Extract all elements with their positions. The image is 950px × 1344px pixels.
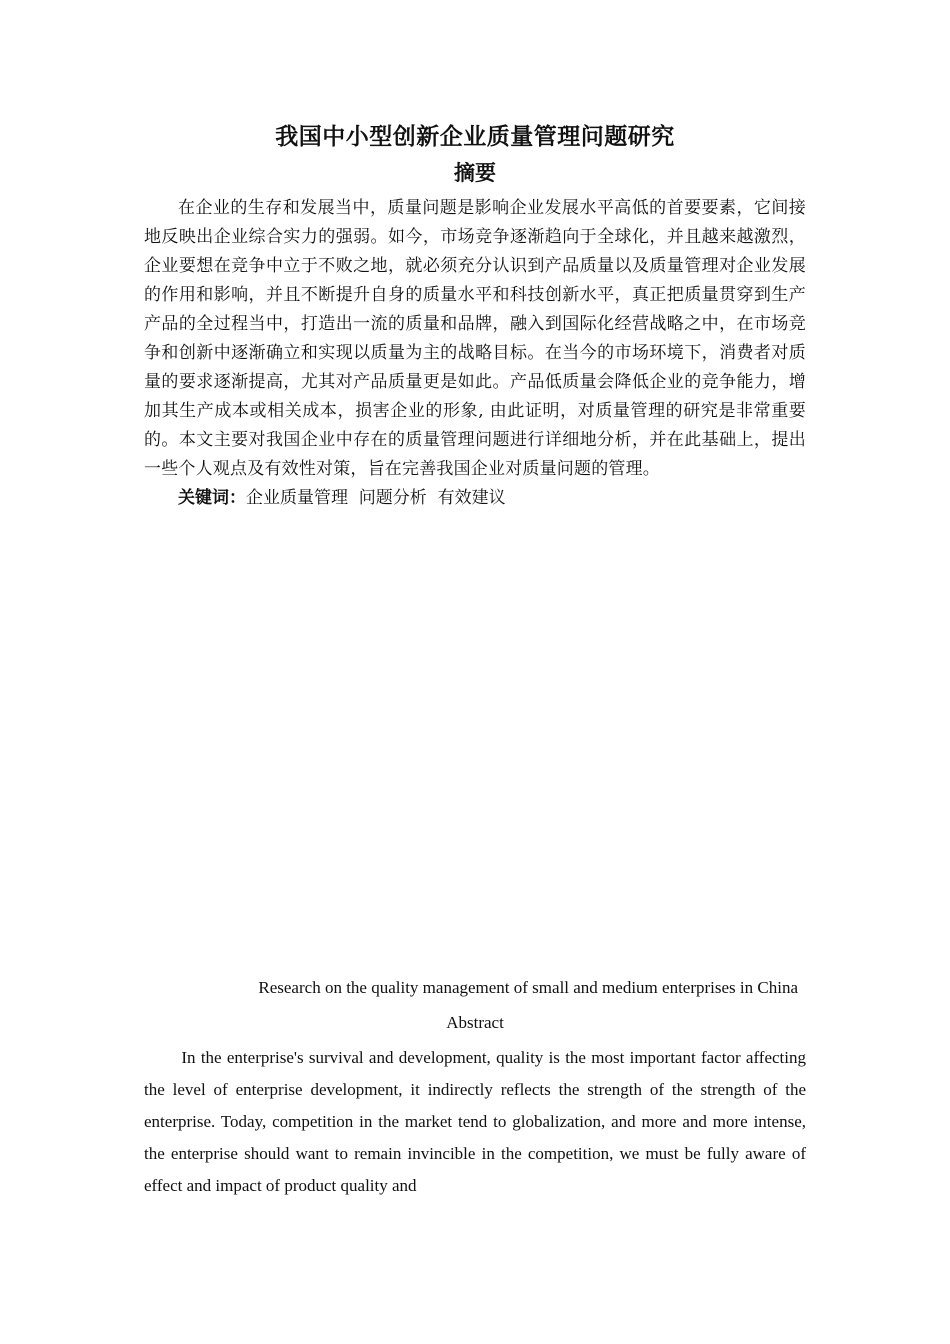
english-abstract-section — [144, 970, 806, 1202]
keywords-label: 关键词： — [178, 488, 246, 508]
english-abstract-body: In the enterprise's survival and development, quality is the most important factor affecting the level of enterprise development, it indirectly reflects the strength of the strength of the enterprise. Today, competition in the market tend to globalization, and more and more intense, the enterprise should want to remain invincible in the competition, we must be fully aware of effect and impact of product quality and — [144, 1048, 806, 1195]
keywords-text: 企业质量管理 问题分析 有效建议 — [246, 488, 506, 508]
english-title: Research on the quality management of small and medium enterprises in China — [258, 978, 798, 997]
chinese-abstract-body: 在企业的生存和发展当中，质量问题是影响企业发展水平高低的首要要素，它间接地反映出企业综合实力的强弱。如今，市场竞争逐渐趋向于全球化，并且越来越激烈，企业要想在竞争中立于不败之地，就必须充分认识到产品质量以及质量管理对企业发展的作用和影响，并且不断提升自身的质量水平和科技创新水平，真正把质量贯穿到生产产品的全过程当中，打造出一流的质量和品牌，融入到国际化经营战略之中，在市场竞争和创新中逐渐确立和实现以质量为主的战略目标。在当今的市场环境下，消费者对质量的要求逐渐提高，尤其对产品质量更是如此。产品低质量会降低企业的竞争能力，增加其生产成本或相关成本，损害企业的形象, 由此证明，对质量管理的研究是非常重要的。本文主要对我国企业中存在的质量管理问题进行详细地分析，并在此基础上，提出一些个人观点及有效性对策，旨在完善我国企业对质量问题的管理。 — [144, 198, 806, 479]
chinese-keywords — [144, 484, 806, 513]
chinese-title: 我国中小型创新企业质量管理问题研究 — [275, 123, 675, 150]
english-abstract-heading: Abstract — [446, 1013, 504, 1032]
chinese-abstract-section — [144, 118, 806, 513]
chinese-abstract-heading: 摘要 — [454, 160, 496, 185]
